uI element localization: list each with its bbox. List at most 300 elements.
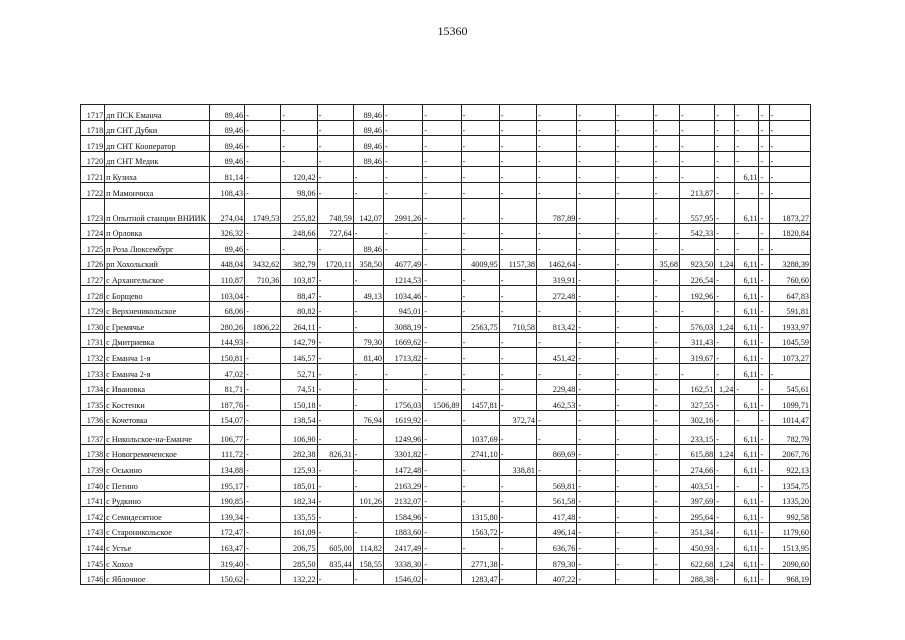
value-cell: 2563,75 [461,317,499,333]
value-cell: - [577,167,615,183]
row-id: 1723 [81,198,105,223]
value-cell: - [715,223,735,239]
value-cell: - [735,182,759,198]
value-cell: 89,46 [209,105,244,121]
table-row [81,460,811,476]
value-cell: 450,93 [679,538,714,554]
value-cell: 372,74 [499,410,536,426]
value-cell: 182,34 [281,491,317,507]
value-cell: - [423,426,461,445]
value-cell: - [759,491,769,507]
value-cell: 89,46 [353,239,383,255]
value-cell: - [384,136,423,152]
value-cell: - [715,538,735,554]
value-cell: 6,11 [735,363,759,379]
value-cell: - [577,475,615,491]
value-cell: - [615,522,653,538]
value-cell: - [461,239,499,255]
value-cell: - [245,475,281,491]
table-row [81,285,811,301]
value-cell: - [423,491,461,507]
value-cell: - [653,363,679,379]
table-row [81,254,811,270]
value-cell: - [317,348,353,364]
value-cell: 150,62 [209,569,244,585]
value-cell: 81,40 [353,348,383,364]
value-cell: - [353,223,383,239]
value-cell: 1749,53 [245,198,281,223]
value-cell: 710,58 [499,317,536,333]
value-cell: - [653,538,679,554]
value-cell: 557,95 [679,198,714,223]
table-body [81,105,811,585]
value-cell: 79,30 [353,332,383,348]
value-cell: - [615,569,653,585]
row-id: 1717 [81,105,105,121]
table-row [81,317,811,333]
value-cell: - [615,410,653,426]
value-cell: 1820,84 [769,223,810,239]
value-cell: - [615,444,653,460]
settlement-name: с Верхненикольское [105,301,210,317]
table-row [81,332,811,348]
value-cell: - [423,410,461,426]
value-cell: 1214,53 [384,270,423,286]
value-cell: - [317,317,353,333]
value-cell: 154,07 [209,410,244,426]
value-cell: - [317,475,353,491]
value-cell: 89,46 [353,136,383,152]
value-cell: - [317,491,353,507]
value-cell: 605,00 [317,538,353,554]
value-cell: 1335,20 [769,491,810,507]
value-cell: - [615,317,653,333]
value-cell: 319,40 [209,553,244,569]
value-cell: - [759,332,769,348]
value-cell: - [537,223,577,239]
value-cell: 319,91 [537,270,577,286]
settlement-name: дп СНТ Дубки [105,120,210,136]
value-cell: 1506,89 [423,395,461,411]
value-cell: - [317,569,353,585]
value-cell: 80,82 [281,301,317,317]
value-cell: 782,79 [769,426,810,445]
value-cell: - [715,120,735,136]
value-cell: - [384,363,423,379]
value-cell: 49,13 [353,285,383,301]
value-cell: - [499,198,536,223]
value-cell: - [353,317,383,333]
value-cell: - [245,460,281,476]
value-cell: - [653,569,679,585]
value-cell: - [537,167,577,183]
value-cell: 1157,38 [499,254,536,270]
value-cell: 6,11 [735,507,759,523]
value-cell: - [759,167,769,183]
value-cell: - [245,151,281,167]
settlement-name: с Гремячье [105,317,210,333]
value-cell: 1,24 [715,553,735,569]
value-cell: 1249,96 [384,426,423,445]
value-cell: - [653,507,679,523]
value-cell: - [537,136,577,152]
value-cell: - [653,553,679,569]
row-id: 1731 [81,332,105,348]
value-cell: - [577,270,615,286]
value-cell: - [461,460,499,476]
value-cell: - [499,553,536,569]
value-cell: - [615,223,653,239]
value-cell: - [715,522,735,538]
value-cell: 319,67 [679,348,714,364]
value-cell: - [759,317,769,333]
value-cell: - [353,522,383,538]
row-id: 1740 [81,475,105,491]
value-cell: - [715,426,735,445]
table-row [81,410,811,426]
value-cell: - [577,522,615,538]
table-row [81,348,811,364]
value-cell: - [759,538,769,554]
value-cell: - [317,285,353,301]
table-row [81,301,811,317]
value-cell: - [759,426,769,445]
value-cell: 163,47 [209,538,244,554]
value-cell: - [759,395,769,411]
row-id: 1722 [81,182,105,198]
table-row [81,239,811,255]
value-cell: - [353,569,383,585]
value-cell: - [715,136,735,152]
value-cell: - [384,105,423,121]
value-cell: - [715,569,735,585]
value-cell: - [759,569,769,585]
value-cell: - [537,332,577,348]
value-cell: - [353,426,383,445]
value-cell: - [499,332,536,348]
value-cell: 1037,69 [461,426,499,445]
value-cell: 1,24 [715,254,735,270]
value-cell: - [615,507,653,523]
value-cell: 6,11 [735,270,759,286]
value-cell: 3338,30 [384,553,423,569]
value-cell: 6,11 [735,395,759,411]
value-cell: - [461,167,499,183]
value-cell: - [615,363,653,379]
row-id: 1746 [81,569,105,585]
value-cell: 98,06 [281,182,317,198]
row-id: 1742 [81,507,105,523]
value-cell: - [353,507,383,523]
value-cell: - [759,507,769,523]
value-cell: - [653,270,679,286]
value-cell: - [317,136,353,152]
value-cell: - [245,182,281,198]
row-id: 1718 [81,120,105,136]
value-cell: - [615,120,653,136]
value-cell: 813,42 [537,317,577,333]
value-cell: - [735,105,759,121]
value-cell: - [317,105,353,121]
value-cell: - [245,410,281,426]
value-cell: - [245,491,281,507]
value-cell: - [423,332,461,348]
value-cell: - [735,120,759,136]
value-cell: 3301,82 [384,444,423,460]
value-cell: 1563,72 [461,522,499,538]
table-row [81,167,811,183]
table-row [81,553,811,569]
row-id: 1725 [81,239,105,255]
value-cell: - [317,363,353,379]
value-cell: - [423,270,461,286]
value-cell: 1,24 [715,379,735,395]
value-cell: - [577,239,615,255]
value-cell: - [317,332,353,348]
value-cell: - [653,491,679,507]
value-cell: 185,01 [281,475,317,491]
value-cell: - [461,538,499,554]
table-row [81,151,811,167]
value-cell: - [499,507,536,523]
value-cell: - [461,105,499,121]
value-cell: - [715,348,735,364]
value-cell: 108,43 [209,182,244,198]
value-cell: 338,81 [499,460,536,476]
value-cell: - [245,239,281,255]
value-cell: - [537,105,577,121]
value-cell: - [245,105,281,121]
settlement-name: с Дмитриевка [105,332,210,348]
value-cell: - [461,198,499,223]
value-cell: - [653,198,679,223]
value-cell: - [615,270,653,286]
value-cell: 187,76 [209,395,244,411]
value-cell: - [577,363,615,379]
value-cell: - [499,136,536,152]
value-cell: 835,44 [317,553,353,569]
value-cell: - [499,223,536,239]
value-cell: 142,79 [281,332,317,348]
value-cell: 1014,47 [769,410,810,426]
row-id: 1734 [81,379,105,395]
value-cell: - [423,136,461,152]
value-cell: 1619,92 [384,410,423,426]
value-cell: - [759,522,769,538]
value-cell: - [759,410,769,426]
value-cell: 451,42 [537,348,577,364]
table-row [81,444,811,460]
value-cell: - [423,105,461,121]
value-cell: - [537,460,577,476]
value-cell: - [653,120,679,136]
value-cell: 968,19 [769,569,810,585]
table-row [81,426,811,445]
value-cell: - [461,223,499,239]
value-cell: 1720,11 [317,254,353,270]
value-cell: 125,93 [281,460,317,476]
value-cell: 922,13 [769,460,810,476]
settlement-name: п Опытной станции ВНИИК [105,198,210,223]
value-cell: - [759,120,769,136]
value-cell: 226,54 [679,270,714,286]
value-cell: - [577,348,615,364]
value-cell: - [245,136,281,152]
value-cell: - [461,475,499,491]
value-cell: - [423,569,461,585]
table-row [81,105,811,121]
value-cell: 448,04 [209,254,244,270]
value-cell: 6,11 [735,553,759,569]
settlement-name: с Ивановка [105,379,210,395]
row-id: 1736 [81,410,105,426]
value-cell: - [577,105,615,121]
value-cell: - [537,426,577,445]
value-cell: - [245,426,281,445]
settlement-name: с Архангельское [105,270,210,286]
value-cell: - [615,136,653,152]
settlement-name: с Еманча 2-я [105,363,210,379]
value-cell: - [317,182,353,198]
value-cell: - [281,136,317,152]
value-cell: - [577,553,615,569]
value-cell: - [679,105,714,121]
value-cell: - [679,136,714,152]
value-cell: 6,11 [735,332,759,348]
value-cell: - [759,379,769,395]
value-cell: - [245,348,281,364]
value-cell: - [245,223,281,239]
value-cell: 1546,02 [384,569,423,585]
value-cell: - [384,239,423,255]
value-cell: 146,57 [281,348,317,364]
value-cell: 248,66 [281,223,317,239]
value-cell: - [653,301,679,317]
value-cell: 114,82 [353,538,383,554]
value-cell: - [499,120,536,136]
value-cell: - [499,285,536,301]
value-cell: - [615,332,653,348]
table-row [81,379,811,395]
value-cell: - [715,239,735,255]
value-cell: 1179,60 [769,522,810,538]
row-id: 1745 [81,553,105,569]
value-cell: 6,11 [735,491,759,507]
value-cell: 6,11 [735,285,759,301]
value-cell: - [499,569,536,585]
value-cell: - [317,151,353,167]
value-cell: - [353,363,383,379]
table-row [81,507,811,523]
value-cell: - [653,223,679,239]
value-cell: - [537,151,577,167]
value-cell: 6,11 [735,444,759,460]
value-cell: 4677,49 [384,254,423,270]
row-id: 1730 [81,317,105,333]
value-cell: - [245,363,281,379]
value-cell: - [461,270,499,286]
value-cell: 542,33 [679,223,714,239]
value-cell: 945,01 [384,301,423,317]
value-cell: - [577,136,615,152]
value-cell: 195,17 [209,475,244,491]
settlement-name: с Новогремяченское [105,444,210,460]
value-cell: - [499,491,536,507]
value-cell: - [577,301,615,317]
value-cell: - [679,167,714,183]
value-cell: 576,03 [679,317,714,333]
value-cell: - [615,348,653,364]
row-id: 1737 [81,426,105,445]
value-cell: 74,51 [281,379,317,395]
value-cell: 1099,71 [769,395,810,411]
value-cell: - [353,182,383,198]
value-cell: - [281,105,317,121]
value-cell: 826,31 [317,444,353,460]
value-cell: 569,81 [537,475,577,491]
value-cell: - [577,332,615,348]
settlement-name: дп СНТ Кооператор [105,136,210,152]
value-cell: 462,53 [537,395,577,411]
table-row [81,270,811,286]
value-cell: - [384,120,423,136]
value-cell: - [653,182,679,198]
settlement-name: с Хохол [105,553,210,569]
value-cell: 135,55 [281,507,317,523]
value-cell: 158,55 [353,553,383,569]
value-cell: 1584,96 [384,507,423,523]
value-cell: - [577,444,615,460]
value-cell: - [615,151,653,167]
value-cell: 2163,29 [384,475,423,491]
value-cell: - [537,239,577,255]
table-row [81,136,811,152]
value-cell: - [499,538,536,554]
value-cell: - [499,105,536,121]
value-cell: - [384,182,423,198]
settlement-name: с Староникольское [105,522,210,538]
row-id: 1726 [81,254,105,270]
value-cell: - [537,363,577,379]
row-id: 1721 [81,167,105,183]
value-cell: 1,24 [715,317,735,333]
value-cell: - [715,507,735,523]
value-cell: 879,30 [537,553,577,569]
value-cell: 6,11 [735,538,759,554]
value-cell: 760,60 [769,270,810,286]
settlement-name: п Мамончиха [105,182,210,198]
value-cell: - [577,426,615,445]
value-cell: 407,22 [537,569,577,585]
value-cell: 1315,80 [461,507,499,523]
value-cell: 274,04 [209,198,244,223]
value-cell: 285,50 [281,553,317,569]
value-cell: 274,66 [679,460,714,476]
value-cell: 1034,46 [384,285,423,301]
value-cell: - [715,151,735,167]
value-cell: 192,96 [679,285,714,301]
settlement-name: п Роза Люксембург [105,239,210,255]
value-cell: 636,76 [537,538,577,554]
value-cell: 52,71 [281,363,317,379]
value-cell: - [353,167,383,183]
value-cell: - [769,239,810,255]
value-cell: 382,79 [281,254,317,270]
value-cell: - [423,151,461,167]
value-cell: 2090,60 [769,553,810,569]
value-cell: - [499,395,536,411]
value-cell: - [577,120,615,136]
